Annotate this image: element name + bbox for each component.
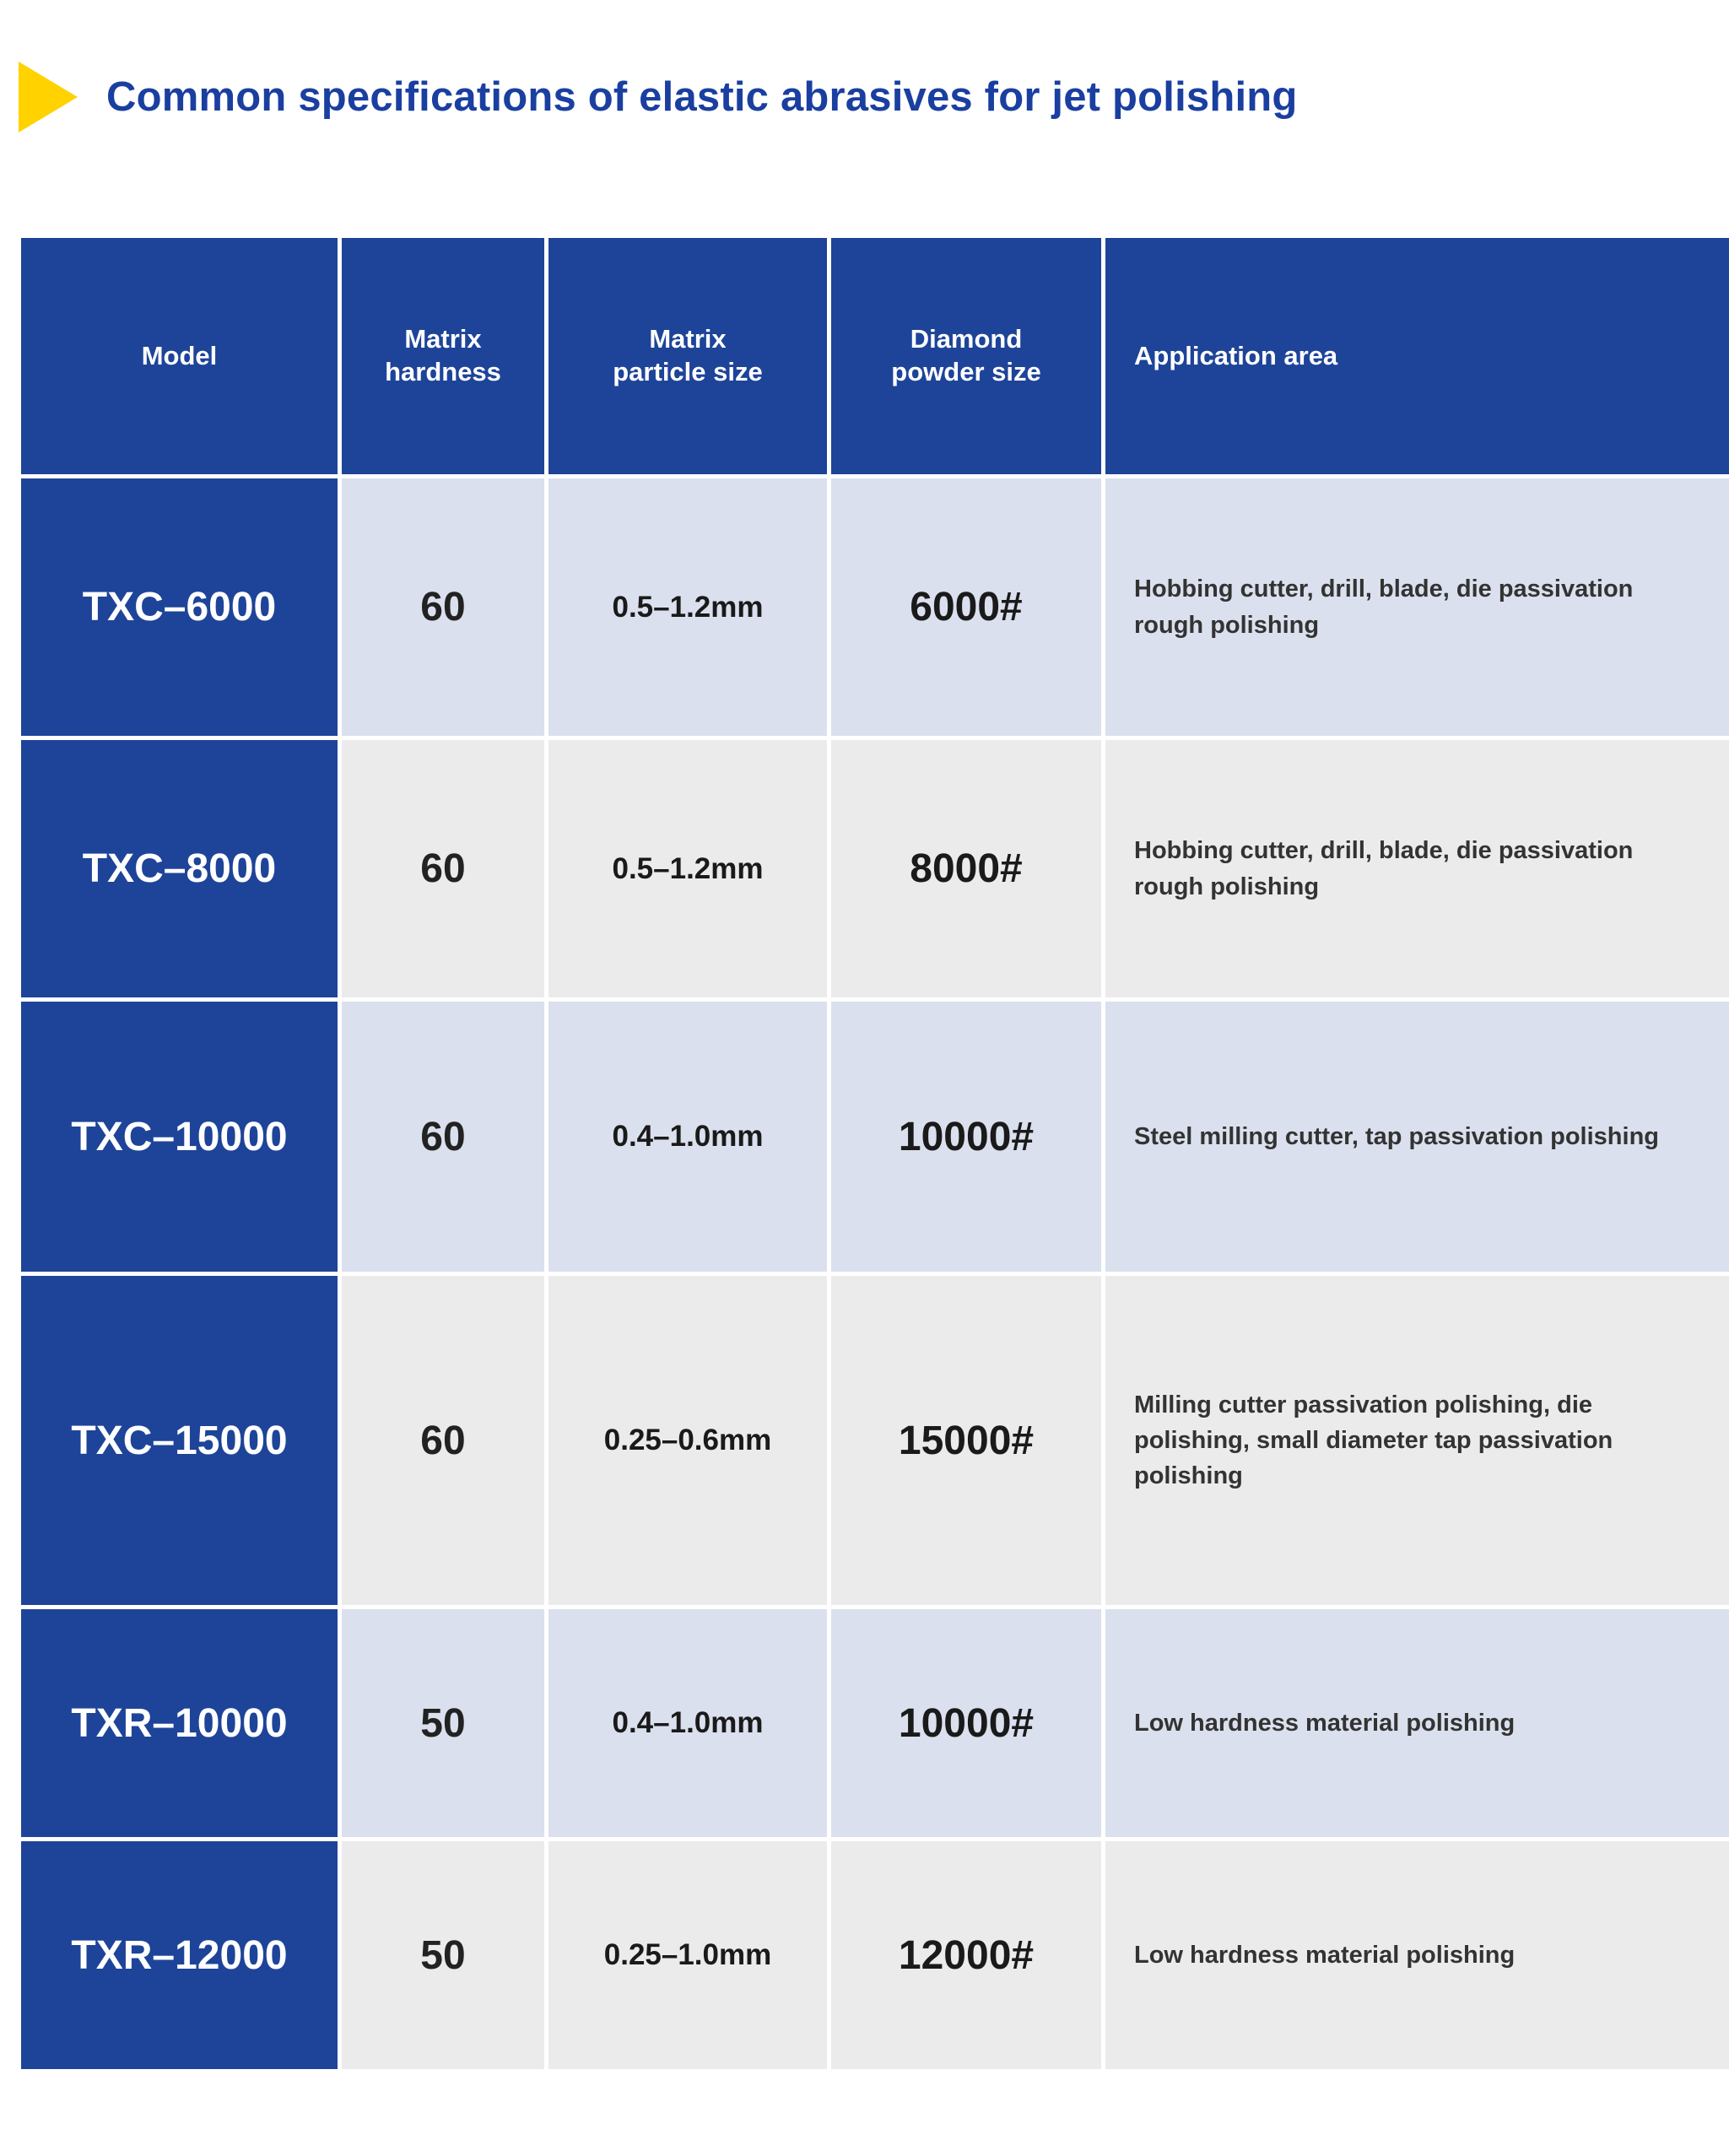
cell-application-area: Hobbing cutter, drill, blade, die passivation rough polishing (1105, 478, 1729, 736)
column-header-matrix-hardness-line2: hardness (385, 357, 501, 386)
table-row (21, 478, 1729, 736)
cell-matrix-particle-size: 0.4–1.0mm (548, 1609, 827, 1837)
cell-diamond-powder-size: 6000# (831, 478, 1101, 736)
column-header-model-line1: Model (141, 340, 218, 370)
page-header (0, 51, 1298, 143)
cell-application-area: Steel milling cutter, tap passivation polishing (1105, 1002, 1729, 1272)
cell-diamond-powder-size: 12000# (831, 1841, 1101, 2069)
column-header-diamond-powder-size (831, 238, 1101, 474)
cell-matrix-hardness: 60 (342, 1002, 544, 1272)
cell-model: TXC–6000 (21, 478, 338, 736)
column-header-diamond-powder-size-line1: Diamond (910, 324, 1023, 354)
cell-matrix-hardness: 60 (342, 478, 544, 736)
cell-matrix-particle-size: 0.25–0.6mm (548, 1276, 827, 1605)
cell-model: TXC–15000 (21, 1276, 338, 1605)
cell-diamond-powder-size: 10000# (831, 1609, 1101, 1837)
column-header-diamond-powder-size-line2: powder size (891, 357, 1041, 386)
column-header-model (21, 238, 338, 474)
cell-diamond-powder-size: 15000# (831, 1276, 1101, 1605)
cell-application-area: Low hardness material polishing (1105, 1841, 1729, 2069)
cell-matrix-particle-size: 0.5–1.2mm (548, 740, 827, 997)
table-row (21, 1276, 1729, 1605)
cell-matrix-hardness: 50 (342, 1841, 544, 2069)
column-header-matrix-particle-size-line2: particle size (613, 357, 763, 386)
cell-matrix-hardness: 60 (342, 740, 544, 997)
cell-matrix-hardness: 50 (342, 1609, 544, 1837)
table-row (21, 1841, 1729, 2069)
cell-matrix-hardness: 60 (342, 1276, 544, 1605)
column-header-matrix-hardness-line1: Matrix (404, 324, 482, 354)
cell-diamond-powder-size: 8000# (831, 740, 1101, 997)
table-row (21, 1002, 1729, 1272)
cell-model: TXC–8000 (21, 740, 338, 997)
cell-model: TXC–10000 (21, 1002, 338, 1272)
column-header-application-area (1105, 238, 1729, 474)
cell-diamond-powder-size: 10000# (831, 1002, 1101, 1272)
cell-model: TXR–10000 (21, 1609, 338, 1837)
cell-matrix-particle-size: 0.5–1.2mm (548, 478, 827, 736)
cell-application-area: Low hardness material polishing (1105, 1609, 1729, 1837)
page-title: Common specifications of elastic abrasives for jet polishing (106, 74, 1298, 120)
table-row (21, 1609, 1729, 1837)
cell-application-area: Hobbing cutter, drill, blade, die passivation rough polishing (1105, 740, 1729, 997)
specifications-table (17, 234, 1729, 2073)
table-header-row (21, 238, 1729, 474)
column-header-application-area-line1: Application area (1134, 340, 1338, 370)
column-header-matrix-particle-size-line1: Matrix (649, 324, 727, 354)
column-header-matrix-hardness (342, 238, 544, 474)
triangle-right-icon (19, 62, 78, 132)
cell-model: TXR–12000 (21, 1841, 338, 2069)
column-header-matrix-particle-size (548, 238, 827, 474)
table-row (21, 740, 1729, 997)
cell-application-area: Milling cutter passivation polishing, die polishing, small diameter tap passivation polishing (1105, 1276, 1729, 1605)
cell-matrix-particle-size: 0.25–1.0mm (548, 1841, 827, 2069)
cell-matrix-particle-size: 0.4–1.0mm (548, 1002, 827, 1272)
